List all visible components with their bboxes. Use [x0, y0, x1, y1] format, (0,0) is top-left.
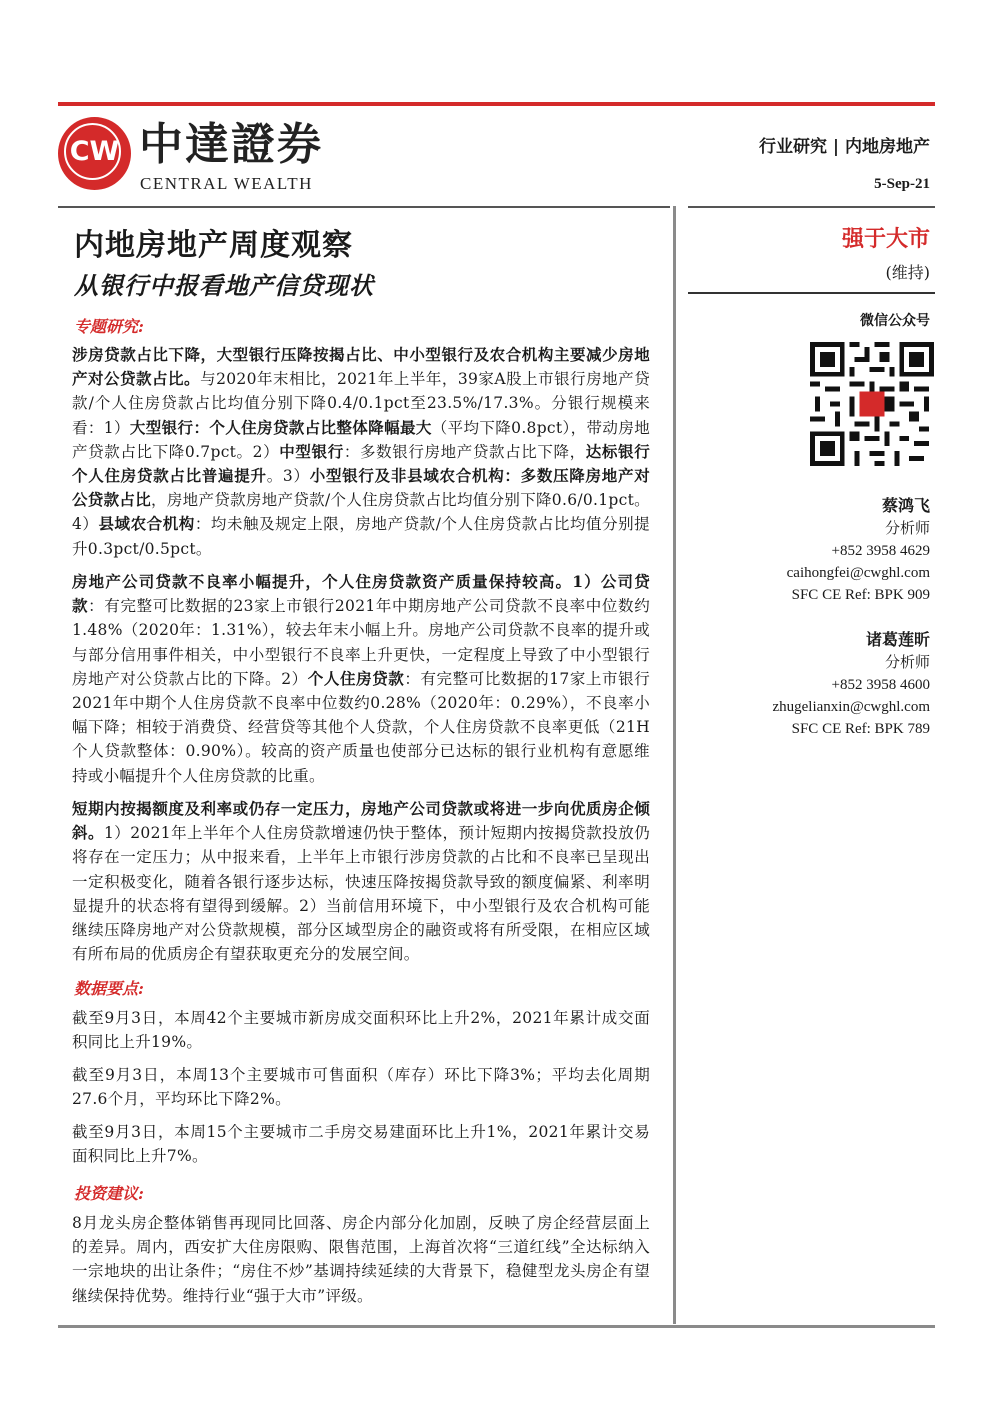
data-point-2: 截至9月3日，本周13个主要城市可售面积（库存）环比下降3%；平均去化周期27.6个月，平均环比下降2%。: [72, 1066, 650, 1109]
paragraph-topic-1: [72, 343, 650, 561]
analyst-sfc: SFC CE Ref: BPK 909: [791, 587, 930, 603]
analyst-phone: +852 3958 4600: [831, 677, 930, 693]
divider-main: [58, 206, 670, 208]
analyst-name: 蔡鸿飞: [881, 498, 930, 515]
text: ：有完整可比数据的17家上市银行2021年中期个人住房贷款不良率中位数约0.28%（2020年：0.29%），不良率小幅下降；相较于消费贷、经营贷等其他个人贷款，个人住房贷款不良率更低（21H个人贷款整体：0.90%）。较高的资产质量也使部分已达标的银行业机构有意愿维持或小幅提升个人住房贷款的比重。: [72, 669, 650, 785]
text-bold: 中型银行: [279, 441, 344, 461]
bottom-divider: [58, 1325, 935, 1328]
text: 与2020年末相比，2021年上半年，39家A股上市银行房地产贷款/个人住房贷款占比均值分别下降0.4/0.1pct至23.5%/17.3%。分银行规模来看：1）: [72, 370, 650, 437]
paragraph-lead: 短期内按揭额度及利率或仍存一定压力，房地产公司贷款或将进一步向优质房企倾斜。: [72, 799, 650, 843]
qr-code-icon[interactable]: [810, 342, 934, 466]
analyst-card-2: [772, 630, 930, 740]
analyst-phone: +852 3958 4629: [831, 543, 930, 559]
section-heading-data: 数据要点:: [74, 979, 144, 998]
divider-side: [688, 206, 935, 208]
analyst-email[interactable]: caihongfei@cwghl.com: [786, 565, 930, 581]
text: ，房地产贷款房地产贷款/个人住房贷款占比均值分别下降0.6/0.1pct。4）: [72, 491, 650, 534]
top-red-bar: [58, 102, 935, 106]
report-date: 5-Sep-21: [874, 176, 930, 192]
report-category: 行业研究 | 内地房地产: [758, 137, 930, 157]
paragraph-topic-3: [72, 797, 650, 966]
text-bold: 小型银行及非县域农合机构：多数压降房地产对公贷款占比: [72, 466, 651, 510]
logo-cw-text: CW: [69, 136, 120, 167]
analyst-name: 诸葛莲昕: [865, 632, 930, 649]
analyst-role: 分析师: [884, 521, 930, 537]
text-bold: 县域农合机构: [98, 514, 195, 534]
text: ：有完整可比数据的23家上市银行2021年中期房地产公司贷款不良率中位数约1.48%（2020年：1.31%），较去年末小幅上升。房地产公司贷款不良率的提升或与部分信用事件相关，中小型银行不良率上升更快，一定程度上导致了中小型银行房地产对公贷款占比的下降。2）: [72, 597, 650, 688]
text: 1）2021年上半年个人住房贷款增速仍快于整体，预计短期内按揭贷款投放仍将存在一定压力；从中报来看，上半年上市银行涉房贷款的占比和不良率已呈现出一定积极变化，随着各银行逐步达标，快速压降按揭贷款导致的额度偏紧、利率明显提升的状态将有望得到缓解。2）当前信用环境下，中小型银行及农合机构可能继续压降房地产对公贷款规模，部分区域型房企的融资或将有所受限，在相应区域有所布局的优质房企有望获取更充分的发展空间。: [72, 824, 650, 964]
paragraph-invest: 8月龙头房企整体销售再现同比回落、房企内部分化加剧，反映了房企经营层面上的差异。周内，西安扩大住房限购、限售范围，上海首次将“三道红线”全达标纳入一宗地块的出让条件；“房住不炒”基调持续延续的大背景下，稳健型龙头房企有望继续保持优势。维持行业“强于大市”评级。: [72, 1214, 650, 1305]
rating-note: (维持): [885, 263, 930, 282]
text: （平均下降0.8pct），带动房地产贷款占比下降0.7pct。2）: [72, 418, 651, 461]
text: 。3）: [266, 467, 310, 486]
paragraph-lead: 房地产公司贷款不良率小幅提升，个人住房贷款资产质量保持较高。1）公司贷款: [72, 572, 650, 616]
column-divider: [673, 206, 676, 1324]
analyst-email[interactable]: zhugelianxin@cwghl.com: [772, 699, 930, 715]
logo-english-name: CENTRAL WEALTH: [140, 174, 313, 193]
analyst-sfc: SFC CE Ref: BPK 789: [791, 721, 930, 737]
report-title: 内地房地产周度观察: [74, 228, 353, 263]
data-point-3: 截至9月3日，本周15个主要城市二手房交易建面环比上升1%，2021年累计交易面积同比上升7%。: [72, 1123, 650, 1166]
text: ：多数银行房地产贷款占比下降，: [343, 442, 586, 461]
rating: 强于大市: [841, 226, 930, 252]
analyst-role: 分析师: [884, 655, 930, 671]
report-subtitle: 从银行中报看地产信贷现状: [74, 271, 374, 300]
paragraph-topic-2: [72, 570, 650, 788]
data-point-1: 截至9月3日，本周42个主要城市新房成交面积环比上升2%，2021年累计成交面积同比上升19%。: [72, 1009, 650, 1052]
section-heading-invest: 投资建议:: [74, 1184, 144, 1203]
logo-chinese-name: 中達證券: [139, 119, 323, 170]
text-bold: 达标银行个人住房贷款占比普遍提升: [72, 441, 650, 486]
logo-icon: [58, 117, 131, 190]
rating-divider: [688, 292, 935, 294]
wechat-label: 微信公众号: [860, 313, 930, 329]
analyst-card-1: [787, 496, 930, 606]
paragraph-lead: 涉房贷款占比下降，大型银行压降按揭占比、中小型银行及农合机构主要减少房地产对公贷款占比。: [72, 345, 650, 389]
section-heading-topic: 专题研究:: [74, 317, 144, 336]
text-bold: 个人住房贷款: [307, 668, 405, 688]
text-bold: 大型银行：个人住房贷款占比整体降幅最大: [129, 417, 432, 437]
text: ：均未触及规定上限，房地产贷款/个人住房贷款占比均值分别提升0.3pct/0.5pct。: [72, 515, 650, 558]
